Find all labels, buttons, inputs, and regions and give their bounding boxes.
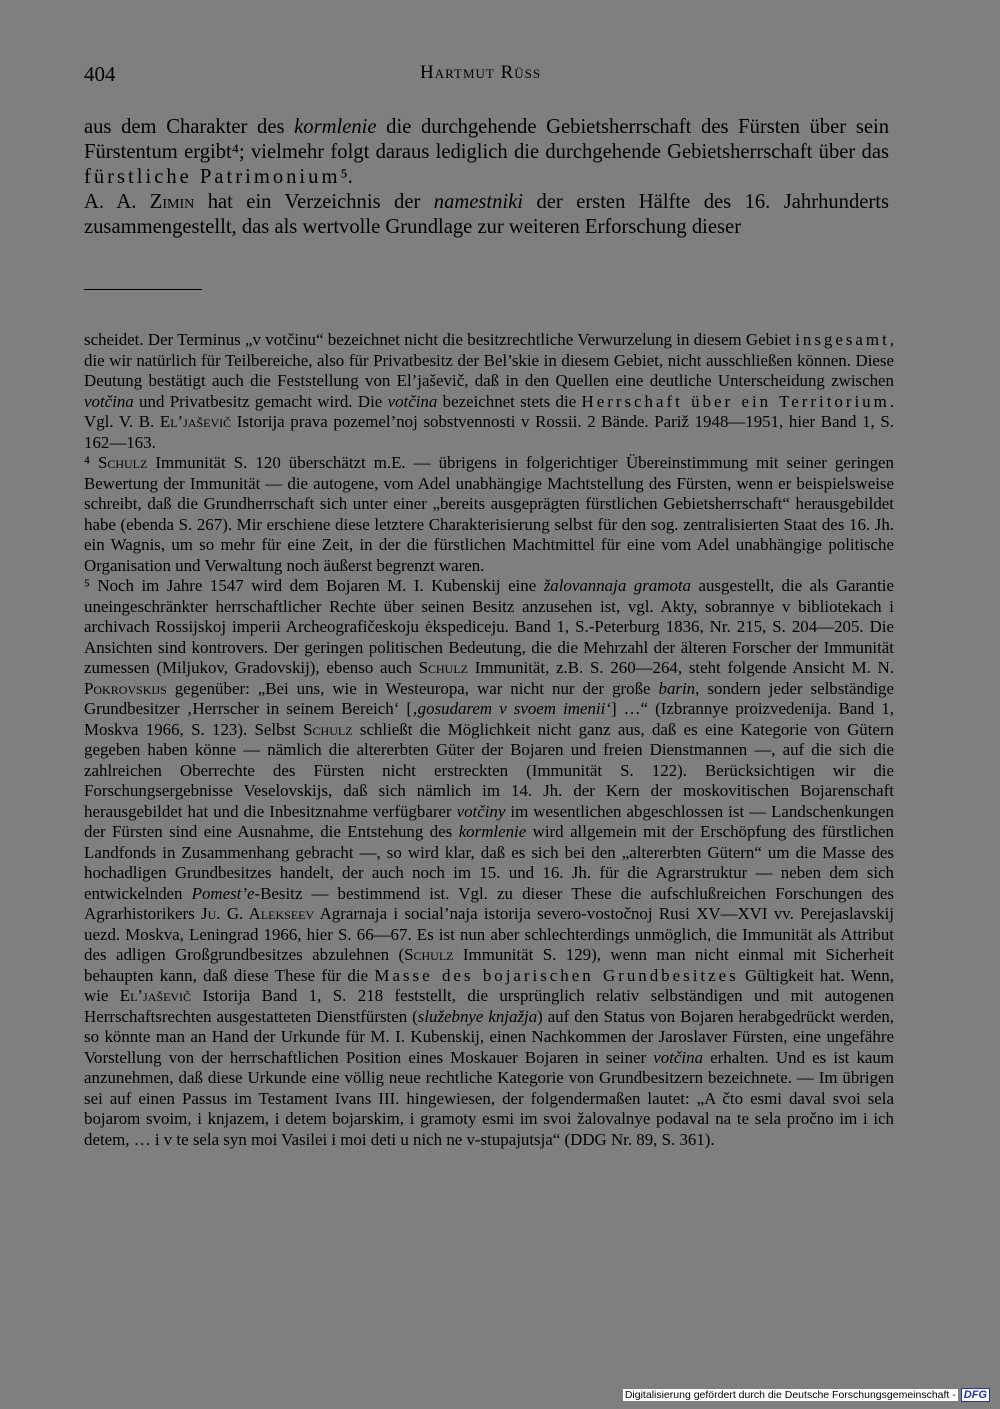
text-run: Agrarnaja i social’naja istorija severo-vostočnoj Rusi XV—XVI vv. Perejaslavskij uezd. Moskva, Leningrad 1966, hier S. 66—67. Es ist nun aber schlechterdings unmöglich, die Immunität als Attribut des adligen Großgrundbesitzes abzulehnen (	[84, 904, 894, 964]
footnote-4	[84, 453, 894, 576]
italic-term: votčina	[387, 391, 438, 411]
italic-term: votčina	[84, 391, 134, 411]
italic-term: ‚gosudarem v svoem imenii‘	[412, 699, 611, 718]
text-run: Immunität S. 129), wenn man nicht einmal mit Sicherheit behaupten kann, daß diese These für die	[84, 945, 894, 985]
italic-term: kormlenie	[294, 116, 377, 138]
text-run: aus dem Charakter des	[84, 116, 295, 138]
text-run: im wesentlichen abgeschlossen ist — Landschenkungen der Fürsten sind eine Ausnahme, die Entstehung des	[84, 801, 894, 841]
text-run: A. A.	[84, 191, 150, 213]
text-run: ausgestellt, die als Garantie uneingeschränkter herrschaftlicher Rechte über seinen Besitz anzusehen ist, vgl. Akty, sobrannye v bibliotekach i archivach Rossijskoj imperii Archeografičeskoju ėkspediceju. Band 1, S.-Peterburg 1836, Nr. 215, S. 204—205. Die Ansichten sind kontrovers. Der geringen politischen Bedeutung, die die Mehrzahl der älteren Forscher der Immunität zumessen (Miljukov, Gradovskij), ebenso auch	[84, 576, 894, 677]
footnote-5	[84, 576, 894, 1150]
author-name: Pokrovskijs	[84, 678, 167, 698]
text-run: der ersten Hälfte des 16. Jahrhunderts zusammengestellt, das als wertvolle Grundlage zur weiteren Erforschung dieser	[84, 191, 890, 238]
author-name: Schulz	[404, 945, 454, 964]
main-text	[84, 115, 889, 240]
spaced-emphasis: Masse des bojarischen Grundbesitzes	[374, 965, 739, 985]
author-name: Schulz	[97, 453, 148, 472]
spaced-emphasis: Herrschaft über ein Territorium	[581, 391, 890, 411]
footnote-separator	[84, 289, 202, 290]
footnotes	[84, 330, 894, 1150]
text-run: hat ein Verzeichnis der	[194, 191, 434, 213]
text-run: sondern jeder selbständige Grundbesitzer ‚Herrscher in seinem Bereich‘ [	[84, 678, 894, 718]
text-run: gegenüber: „Bei uns, wie in Westeuropa, war nicht nur der große	[166, 678, 659, 698]
paragraph	[84, 190, 889, 240]
italic-term: služebnye knjažja	[417, 1006, 538, 1026]
text-run: Istorija prava pozemel’noj sobstvennosti v Rossii. 2 Bände. Pariž 1948—1951, hier Band 1, S. 162—163.	[84, 412, 894, 452]
text-run: Istorija Band 1, S. 218 feststellt, die ursprünglich relativ selbständigen und mit autogenen Herrschaftsrechten ausgestatteten Dienstfürsten (	[84, 986, 894, 1026]
text-run: Immunität, z.B. S. 260—264, steht folgende Ansicht M. N.	[468, 658, 894, 677]
text-run: schließt die Möglichkeit nicht ganz aus, daß es eine Kategorie von Gütern gegeben haben könne — nämlich die altererbten Güter der Bojaren und freien Dienstmannen —, auf die sich die zahlreichen Oberrechte des Fürsten nicht erstreckten (Immunität S. 122). Berücksichtigen wir die Forschungsergebnisse Veselovskijs, daß sich nämlich im 14. Jh. der Kern der moskovitischen Bojarenschaft herausgebildet hat und die Inbesitznahme verfügbarer	[84, 719, 894, 821]
text-run: . Vgl. V. B.	[84, 391, 895, 431]
text-run: , die wir natürlich für Teilbereiche, also für Privatbesitz der Bel’skie in diesem Gebiet, nicht ausschließen können. Diese Deutung bestätigt auch die Feststellung von El’jaševič, daß in den Quellen eine deutliche Unterscheidung zwischen	[84, 330, 894, 390]
author-name: Schulz	[418, 658, 468, 677]
italic-term: namestniki	[433, 191, 524, 213]
page-number: 404	[84, 62, 116, 86]
text-run: ] …“ (Izbrannye proizvedenija. Band 1, Moskva 1966, S. 123). Selbst	[84, 699, 894, 739]
footnote-continuation	[84, 330, 894, 453]
dfg-logo: DFG	[961, 1388, 990, 1402]
footnote-marker: ⁴	[84, 453, 98, 472]
text-run: ⁵.	[340, 166, 353, 188]
italic-term: žalovannaja gramota	[543, 576, 691, 595]
spaced-emphasis: fürstliche Patrimonium	[84, 166, 341, 188]
text-run: erhalten. Und es ist kaum anzunehmen, daß diese Urkunde eine völlig neue rechtliche Kategorie von Grundbesitzern bezeichnete. — Im übrigen sei auf einen Passus im Testament Ivans III. hingewiesen, der folgendermaßen lautet: „A čto esmi daval svoi sela bojarom svoim, i knjazem, i detem bojarskim, i gramoty esmi im svoi žalovalnye podaval na te sela pročno im i ich detem, … i v te sela syn moi Vasilei i moi deti u nich ne v-stupajutsja“ (DDG Nr. 89, S. 361).	[84, 1047, 895, 1149]
author-name: Schulz	[303, 719, 353, 739]
italic-term: votčiny	[456, 801, 506, 821]
italic-term: Pomest’e	[191, 883, 255, 903]
italic-term: votčina	[653, 1047, 704, 1067]
paragraph	[84, 115, 889, 190]
text-run: bezeichnet stets die	[437, 391, 582, 411]
text-run: ⁵ Noch im Jahre 1547 wird dem Bojaren M. I. Kubenskij eine	[84, 576, 544, 595]
digitization-credit	[623, 1387, 990, 1403]
italic-term: barin,	[658, 678, 700, 698]
author-name: El’jaševič	[119, 986, 192, 1005]
text-run: Immunität S. 120 überschätzt m.E. — übrigens in folgerichtiger Übereinstimmung mit seiner geringen Bewertung der Immunität — die autogene, vom Adel unabhängige Machtstellung des Fürsten, wenn er beispielsweise schreibt, daß die Grundherrschaft sich unter einer „bereits ausgeprägten fürstlichen Gebietsherrschaft“ herausgebildet habe (ebenda S. 267). Mir erschiene diese letztere Charakterisierung selbst für den sog. zentralisierten Staat des 16. Jh. ein Wagnis, um so mehr für eine Zeit, in der die fürstlichen Machtmittel für eine vom Adel unabhängige politische Organisation und Verwaltung noch äußerst begrenzt waren.	[84, 453, 894, 575]
author-name: El’jaševič	[159, 412, 232, 431]
text-run: die durchgehende Gebietsherrschaft des Fürsten über sein Fürstentum ergibt⁴; vielmehr folgt daraus lediglich die durchgehende Gebietsherrschaft über das	[84, 116, 889, 163]
text-run: und Privatbesitz gemacht wird. Die	[133, 391, 388, 411]
author-name: Zimin	[149, 191, 195, 213]
credit-text: Digitalisierung gefördert durch die Deutsche Forschungsgemeinschaft -	[624, 1389, 956, 1401]
italic-term: kormlenie	[458, 822, 527, 841]
text-run: -Besitz — bestimmend ist. Vgl. zu dieser These die aufschlußreichen Forschungen des Agrarhistorikers	[84, 883, 894, 923]
spaced-emphasis: insgesamt	[795, 330, 890, 349]
author-name: Ju. G. Alekseev	[201, 904, 315, 923]
text-run: wird allgemein mit der Erschöpfung des fürstlichen Landfonds in Zusammenhang gebracht —, so wird klar, daß es sich bei den „altererbten Gütern“ um die Masse des hochadligen Grundbesitzes handelt, der auch noch im 15. und 16. Jh. für die Agrarstruktur — neben dem sich entwickelnden	[84, 822, 894, 903]
text-run: ) auf den Status von Bojaren herabgedrückt werden, so könnte man an Hand der Urkunde für M. I. Kubenskij, einen Nachkommen der Jaroslaver Fürsten, eine ungefähre Vorstellung von der herrschaftlichen Position eines Moskauer Bojaren in seiner	[84, 1006, 894, 1067]
text-run: Gültigkeit hat. Wenn, wie	[84, 965, 894, 1005]
running-head: Hartmut Rüss	[420, 62, 542, 83]
text-run: scheidet. Der Terminus „v votčinu“ bezeichnet nicht die besitzrechtliche Verwurzelung in diesem Gebiet	[84, 330, 796, 349]
